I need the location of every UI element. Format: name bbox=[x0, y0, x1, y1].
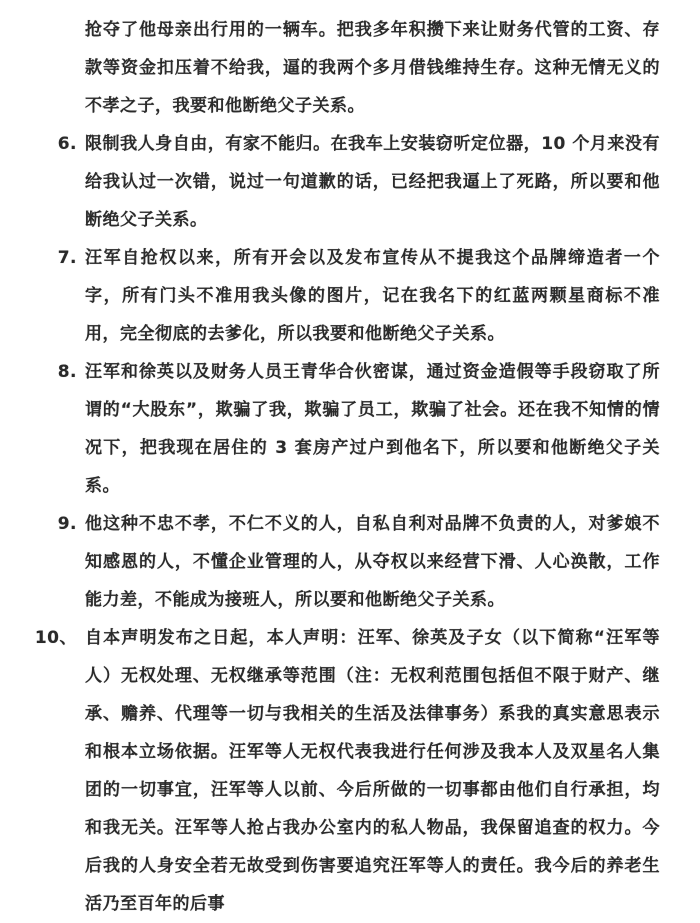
list-item bbox=[34, 619, 660, 923]
list-item bbox=[57, 125, 660, 239]
list-item bbox=[57, 505, 660, 619]
item-text: 自本声明发布之日起，本人声明：汪军、徐英及子女（以下简称“汪军等人）无权处理、无权继承等范围（注：无权利范围包括但不限于财产、继承、赡养、代理等一切与我相关的生活及法律事务）系我的真实意思表示和根本立场依据。汪军等人无权代表我进行任何涉及我本人及双星名人集团的一切事宜，汪军等人以前、今后所做的一切事都由他们自行承担，均和我无关。汪军等人抢占我办公室内的私人物品，我保留追查的权力。今后我的人身安全若无故受到伤害要追究汪军等人的责任。我今后的养老生活乃至百年的后事 bbox=[85, 628, 660, 914]
item-text: 汪军自抢权以来，所有开会以及发布宣传从不提我这个品牌缔造者一个字，所有门头不准用我头像的图片，记在我名下的红蓝两颗星商标不准用，完全彻底的去爹化，所以我要和他断绝父子关系。 bbox=[85, 248, 660, 344]
item-number: 6. bbox=[57, 134, 77, 154]
item-number: 9. bbox=[57, 514, 77, 534]
paragraph-continuation: 抢夺了他母亲出行用的一辆车。把我多年积攒下来让财务代管的工资、存款等资金扣压着不给我，逼的我两个多月借钱维持生存。这种无情无义的不孝之子，我要和他断绝父子关系。 bbox=[85, 20, 660, 116]
item-number: 7. bbox=[57, 248, 77, 268]
item-text: 他这种不忠不孝，不仁不义的人，自私自利对品牌不负责的人，对爹娘不知感恩的人，不懂企业管理的人，从夺权以来经营下滑、人心涣散，工作能力差，不能成为接班人，所以要和他断绝父子关系。 bbox=[85, 514, 660, 610]
item-number: 8. bbox=[57, 362, 77, 382]
numbered-list bbox=[34, 125, 660, 923]
item-text: 限制我人身自由，有家不能归。在我车上安装窃听定位器，10 个月来没有给我认过一次错，说过一句道歉的话，已经把我逼上了死路，所以要和他断绝父子关系。 bbox=[85, 134, 660, 230]
item-text: 汪军和徐英以及财务人员王青华合伙密谋，通过资金造假等手段窃取了所谓的“大股东”，欺骗了我，欺骗了员工，欺骗了社会。还在我不知情的情况下，把我现在居住的 3 套房产过户到他名下，所以要和他断绝父子关系。 bbox=[85, 362, 660, 496]
list-item bbox=[57, 353, 660, 505]
item-number: 10、 bbox=[34, 628, 77, 648]
list-item bbox=[57, 239, 660, 353]
